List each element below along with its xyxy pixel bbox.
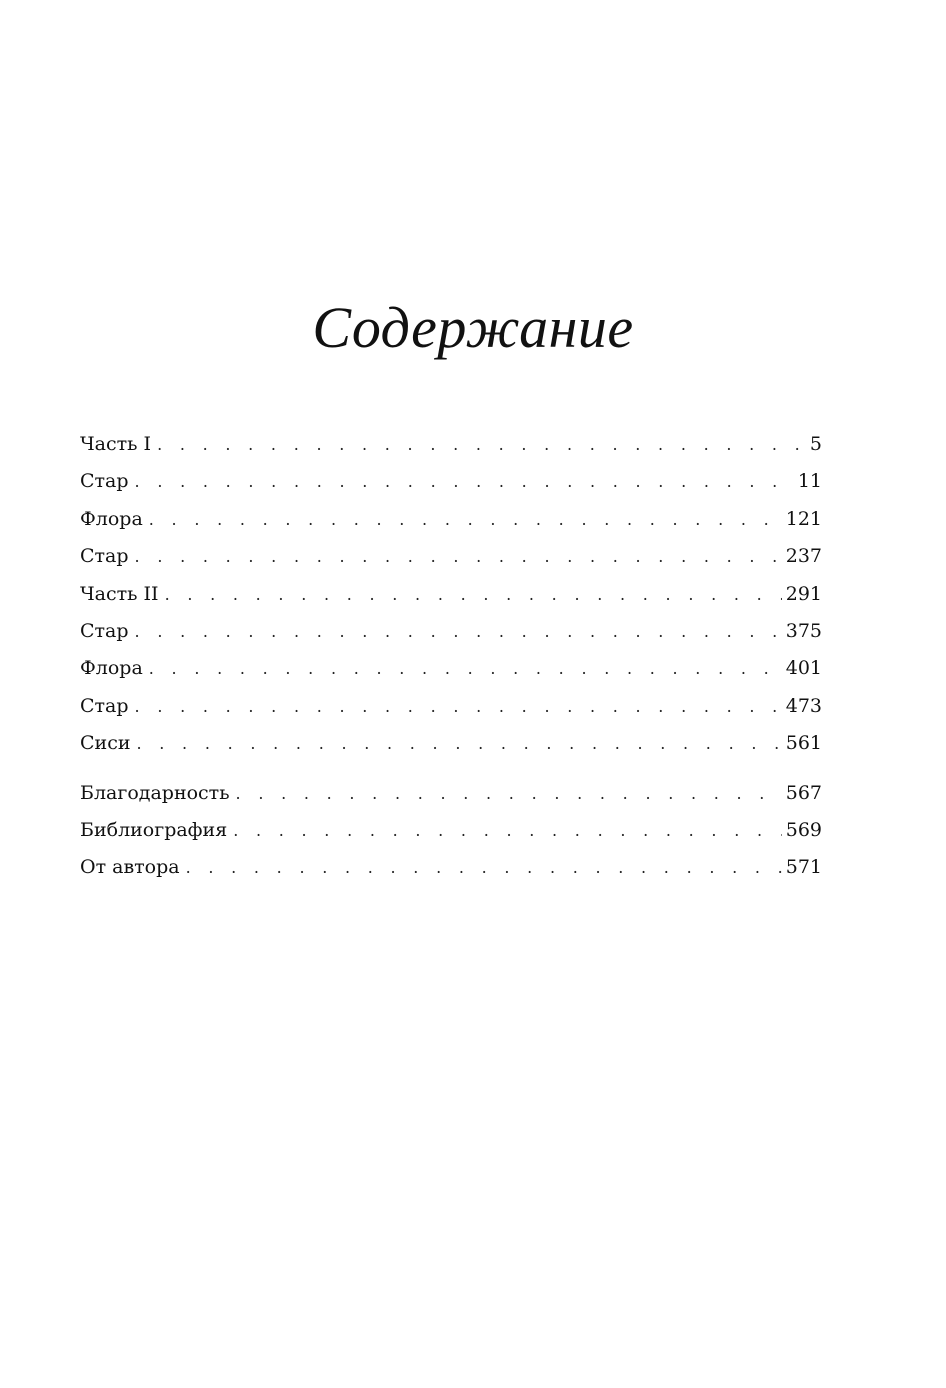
- toc-entry-page: 401: [785, 657, 822, 680]
- toc-entry-page: 291: [785, 582, 822, 605]
- toc-main-group: [80, 426, 822, 763]
- toc-entry-label: Сиси: [80, 732, 131, 755]
- toc-entry-page: 121: [785, 507, 822, 530]
- toc-entry[interactable]: [80, 812, 822, 849]
- toc-entry[interactable]: [80, 576, 822, 613]
- toc-entry-page: 473: [785, 694, 822, 717]
- toc-entry[interactable]: [80, 650, 822, 687]
- dot-leader: [135, 463, 794, 500]
- toc-entry[interactable]: [80, 725, 822, 762]
- toc-entry-label: От автора: [80, 856, 180, 879]
- dot-leader: [233, 812, 782, 849]
- toc-entry-label: Флора: [80, 657, 143, 680]
- dot-leader: [135, 538, 782, 575]
- toc-entry-page: 375: [785, 619, 822, 642]
- toc-entry-label: Часть II: [80, 582, 159, 605]
- toc-entry-label: Стар: [80, 470, 129, 493]
- toc-entry-label: Стар: [80, 694, 129, 717]
- dot-leader: [135, 613, 782, 650]
- toc-entry-label: Библиография: [80, 818, 228, 841]
- toc-entry-page: 5: [809, 433, 822, 455]
- toc-entry[interactable]: [80, 538, 822, 575]
- dot-leader: [157, 426, 804, 463]
- toc-entry[interactable]: [80, 775, 822, 812]
- dot-leader: [186, 849, 782, 886]
- toc-entry[interactable]: [80, 688, 822, 725]
- table-of-contents: [80, 426, 822, 887]
- toc-entry[interactable]: [80, 613, 822, 650]
- toc-entry-page: 569: [785, 818, 822, 841]
- dot-leader: [236, 775, 782, 812]
- toc-back-matter-group: [80, 775, 822, 887]
- toc-entry[interactable]: [80, 501, 822, 538]
- toc-entry-page: 567: [785, 781, 822, 804]
- toc-entry[interactable]: [80, 426, 822, 463]
- toc-entry-label: Стар: [80, 619, 129, 642]
- toc-entry-label: Стар: [80, 545, 129, 568]
- dot-leader: [149, 501, 782, 538]
- toc-entry[interactable]: [80, 849, 822, 886]
- dot-leader: [135, 688, 782, 725]
- page-title: Содержание: [312, 295, 634, 360]
- toc-entry[interactable]: [80, 463, 822, 500]
- dot-leader: [165, 576, 782, 613]
- toc-entry-label: Флора: [80, 507, 143, 530]
- toc-entry-label: Часть I: [80, 433, 152, 455]
- dot-leader: [137, 725, 782, 762]
- toc-entry-page: 561: [785, 732, 822, 755]
- toc-entry-page: 237: [785, 545, 822, 568]
- toc-entry-page: 571: [785, 856, 822, 879]
- toc-entry-page: 11: [797, 470, 822, 493]
- toc-entry-label: Благодарность: [80, 781, 230, 804]
- dot-leader: [149, 650, 782, 687]
